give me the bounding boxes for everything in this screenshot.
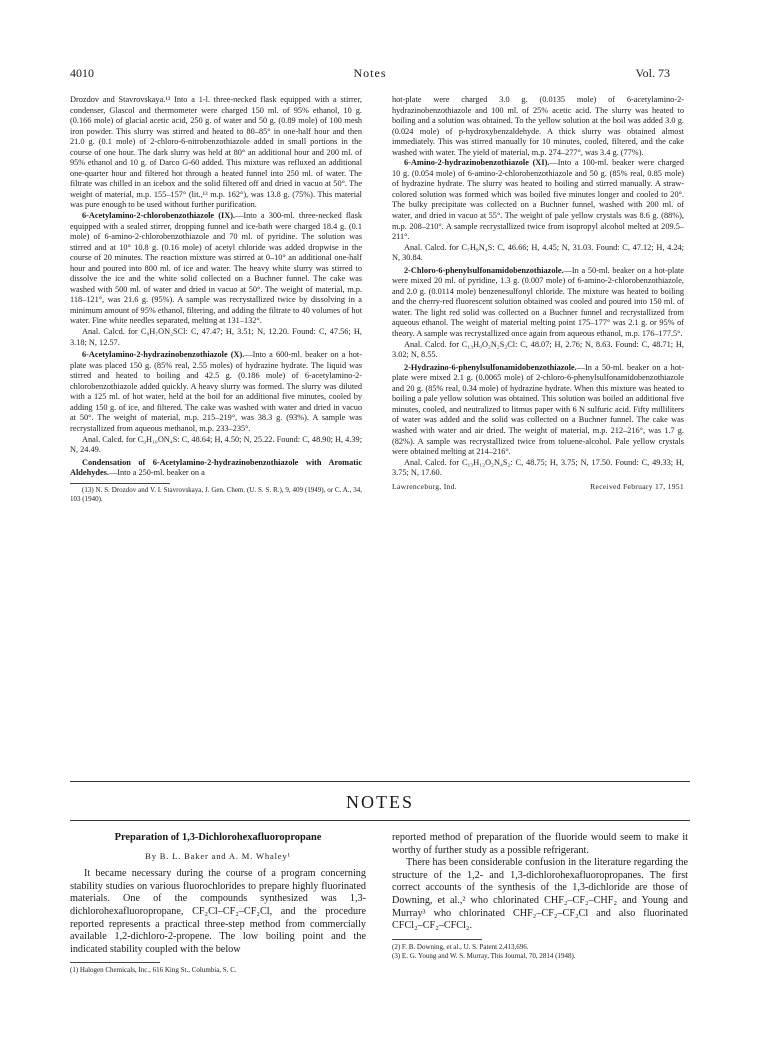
section-heading: 6-Acetylamino-2-hydrazinobenzothiazole (X).: [82, 350, 245, 360]
section-heading: 2-Hydrazino-6-phenylsulfonamidobenzothiazole.: [404, 362, 577, 372]
paragraph: It became necessary during the course of a program concerning stability studies on various fluorochlorides to prepare highly fluorinated materials. One of the compounds synthesized was 1,3-dichlorohexafluoropropane, CF₂Cl–CF₂–CF₂Cl, and the procedure reported represents a practical three-step method from commercially available 1,2-dichloro-2-propene. The low boiling point and the indicated stability coupled with the below: [70, 868, 366, 955]
paragraph: 2-Chloro-6-phenylsulfonamidobenzothiazole.—In a 50-ml. beaker on a hot-plate were mixed 20 ml. of pyridine, 1.3 g. (0.007 mole) of 6-amino-2-chlorobenzothiazole, and 2.0 g. (0.0114 mole) benzenesulfonyl chloride. The mixture was heated to boiling and the cherry-red fluorescent solution obtained was cooled and poured into 150 ml. of water. The light red solid was collected on a Buchner funnel and recrystallized from aqueous ethanol. The weight of material melting point 175–177° was 2.1 g. or 95% of theory. A sample was recrystallized once again from aqueous ethanol, m.p. 176–177.5°.: [392, 265, 684, 339]
article-authors: By B. L. Baker and A. M. Whaley¹: [145, 850, 291, 861]
analysis-line: Anal. Calcd. for C₁₃H₁₂O₂N₄S₂: C, 48.75; H, 3.75; N, 17.50. Found: C, 49.33; H, 3.75; N, 17.60.: [392, 457, 684, 478]
analysis-line: Anal. Calcd. for C₁₃H₉O₂N₂S₂Cl: C, 48.07; H, 2.76; N, 8.63. Found: C, 48.71; H, 3.02; N, 8.55.: [392, 339, 684, 360]
analysis-line: Anal. Calcd. for C₉H₁₀ON₄S: C, 48.64; H, 4.50; N, 25.22. Found: C, 48.90; H, 4.39; N, 24.49.: [70, 434, 362, 455]
running-title: Notes: [353, 66, 387, 80]
footnote-rule: [70, 483, 170, 484]
paragraph: 6-Amino-2-hydrazinobenzothiazole (XI).—Into a 100-ml. beaker were charged 10 g. (0.054 mole) of 6-amino-2-chlorobenzothiazole and 50 g. (85% real, 0.85 mole) of hydrazine hydrate. The slurry was heated to boiling and stirred manually. A straw-colored solution was formed which was boiled five minutes longer and cooled to 20°. The bulky precipitate was collected on a Buchner funnel, washed with 200 ml. of water, and dried in vacuo at 55°. The weight of pale yellow crystals was 8.6 g. (88%), m.p. 208–210°. A sample recrystallized twice from isopropyl alcohol melted at 209.5–211°.: [392, 158, 684, 242]
footnote: (1) Halogen Chemicals, Inc., 616 King St., Columbia, S. C.: [70, 966, 237, 975]
section-heading: 6-Acetylamino-2-chlorobenzothiazole (IX).: [82, 211, 236, 221]
running-header: [70, 66, 670, 82]
footnote-rule: [392, 939, 482, 940]
footnote: (3) E. G. Young and W. S. Murray, This Journal, 70, 2814 (1948).: [392, 951, 576, 960]
paragraph: Drozdov and Stavrovskaya.¹³ Into a 1-l. three-necked flask equipped with a stirrer, condenser, Glascol and thermometer were charged 150 ml. of 95% ethanol, 10 g. (0.166 mole) of glacial acetic acid, 250 g. of water and 50 g. (0.89 mole) of 100 mesh iron powder. This slurry was stirred and heated to 80–85° in one-half hour and then 21.0 g. (0.1 mole) of 2-chloro-6-nitrobenzothiazole added in small portions in the course of one hour. The dark slurry was held at 80° an additional hour and 200 ml. of 95% ethanol and 10 g. of Darco G-60 added. This mixture was refluxed an additional one-quarter hour and filtered hot through a heated funnel into 250 ml. of water. The filtrate was chilled in an icebox and the solid filtered off and dried in vacuo at 50°. The weight of material, m.p. 155–157° (lit.,¹³ m.p. 162°), was 13.8 g. (75%). This material was pure enough to be used without further purification.: [70, 95, 362, 210]
volume-number: Vol. 73: [635, 66, 670, 80]
footnote: (2) F. B. Downing, et al., U. S. Patent 2,413,696.: [392, 942, 529, 951]
footnote: (13) N. S. Drozdov and V. I. Stavrovskaya, J. Gen. Chem. (U. S. S. R.), 9, 409 (1949), or C. A., 34, 103 (1940).: [70, 485, 362, 503]
received-date: Received February 17, 1951: [590, 481, 684, 491]
notes-right-column: [392, 832, 688, 961]
section-heading: 2-Chloro-6-phenylsulfonamidobenzothiazole.: [404, 265, 564, 275]
section-heading: 6-Amino-2-hydrazinobenzothiazole (XI).: [404, 158, 550, 168]
paragraph: hot-plate were charged 3.0 g. (0.0135 mole) of 6-acetylamino-2-hydrazinobenzothiazole and 100 ml. of 25% acetic acid. The slurry was heated to boiling and a solution was obtained. To the yellow solution at the boil was added 3.0 g. (0.024 mole) of p-hydroxybenzaldehyde. A thick slurry was obtained almost immediately. This was stirred manually for 10 minutes, cooled, filtered, and the cake washed with water. The yield of material, m.p. 274–277°, was 3.4 g. (77%).: [392, 95, 684, 157]
notes-left-column: [70, 832, 366, 975]
paragraph: 6-Acetylamino-2-chlorobenzothiazole (IX).—Into a 300-ml. three-necked flask equipped with a sealed stirrer, dropping funnel and ice-bath were charged 18.4 g. (0.1 mole) of 6-amino-2-chlorobenzothiazole and 70 ml. of pyridine. The solution was stirred and at 10° 10.8 g. (0.16 mole) of acetyl chloride was added dropwise in the course of 20 minutes. The reaction mixture was stirred at 0–10° an additional one-half hour and poured into 800 ml. of ice and water. The heavy white slurry was stirred to dissolve the ice and the white solid collected on a Buchner funnel. The cake was washed with 500 ml. of water and dried in vacuo at 50°. The weight of material, m.p. 118–121°, was 21.6 g. (95%). A sample was recrystallized twice by dissolving in a minimum amount of 95% ethanol, filtering, and adding the filtrate to 40 volumes of hot water. Fine white needles separated, melting at 131–132°.: [70, 211, 362, 326]
institution-location: Lawrenceburg, Ind.: [392, 481, 457, 491]
paragraph: 2-Hydrazino-6-phenylsulfonamidobenzothiazole.—In a 50-ml. beaker on a hot-plate were mixed 2.1 g. (0.0065 mole) of 2-chloro-6-phenylsulfonamidobenzothiazole and 20 g. (85% real, 0.34 mole) of hydrazine hydrate. When this mixture was heated to boiling a pale yellow solution was obtained. This solution was boiled an additional five minutes, cooled, and neutralized to litmus paper with 6 N sulfuric acid. Fifty milliliters of water was added and the solid was collected on a Buchner funnel. The cake was washed with water and air dried. The weight of material, m.p. 212–216°, was 1.7 g. (82%). A sample was recrystallized twice from toluene-alcohol. Pale yellow crystals were obtained melting at 214–216°.: [392, 362, 684, 457]
article-title: Preparation of 1,3-Dichlorohexafluoropropane: [114, 832, 322, 843]
paragraph: 6-Acetylamino-2-hydrazinobenzothiazole (X).—Into a 600-ml. beaker on a hot-plate was placed 150 g. (85% real, 2.55 moles) of hydrazine hydrate. The liquid was stirred and heated to boiling and 42.5 g. (0.186 mole) of 6-acetylamino-2-chlorobenzothiazole added quickly. A heavy slurry was formed. The slurry was diluted with a 125 ml. of hot water, held at the boil for an additional five minutes, cooled by adding 150 g. of ice, and filtered. The cake was washed with water and dried in vacuo at 50°. The weight of material, m.p. 215–219°, was 38.3 g. (93%). A sample was recrystallized from aqueous methanol, m.p. 233–235°.: [70, 350, 362, 433]
analysis-line: Anal. Calcd. for C₇H₈N₄S: C, 46.66; H, 4.45; N, 31.03. Found: C, 47.12; H, 4.24; N, 30.84.: [392, 242, 684, 263]
page-number: 4010: [70, 66, 94, 80]
upper-left-column: [70, 95, 362, 504]
section-divider: [70, 820, 690, 821]
paragraph: Condensation of 6-Acetylamino-2-hydrazinobenzothiazole with Aromatic Aldehydes.—Into a 250-ml. beaker on a: [70, 457, 362, 478]
footnote-rule: [70, 962, 160, 963]
paragraph: There has been considerable confusion in the literature regarding the structure of the 1,2- and 1,3-dichlorohexafluoropropanes. The first correct accounts of the synthesis of the 1,3-dichloride are those of Downing, et al.,² who chlorinated CHF₂–CF₂–CHF₂ and Young and Murray³ who chlorinated CHF₂–CF₂–CF₂Cl and also fluorinated CFCl₂–CF₂–CFCl₂.: [392, 857, 688, 932]
upper-right-column: [392, 95, 684, 492]
paragraph: reported method of preparation of the fluoride would seem to make it worthy of further study as a possible refrigerant.: [392, 832, 688, 856]
notes-section-heading: NOTES: [346, 792, 414, 812]
section-heading: Condensation of 6-Acetylamino-2-hydrazinobenzothiazole with Aromatic Aldehydes.: [70, 457, 362, 478]
section-divider: [70, 781, 690, 782]
signature-line: [392, 482, 684, 492]
analysis-line: Anal. Calcd. for C₉H₇ON₂SCl: C, 47.47; H, 3.51; N, 12.20. Found: C, 47.56; H, 3.18; N, 12.57.: [70, 327, 362, 347]
